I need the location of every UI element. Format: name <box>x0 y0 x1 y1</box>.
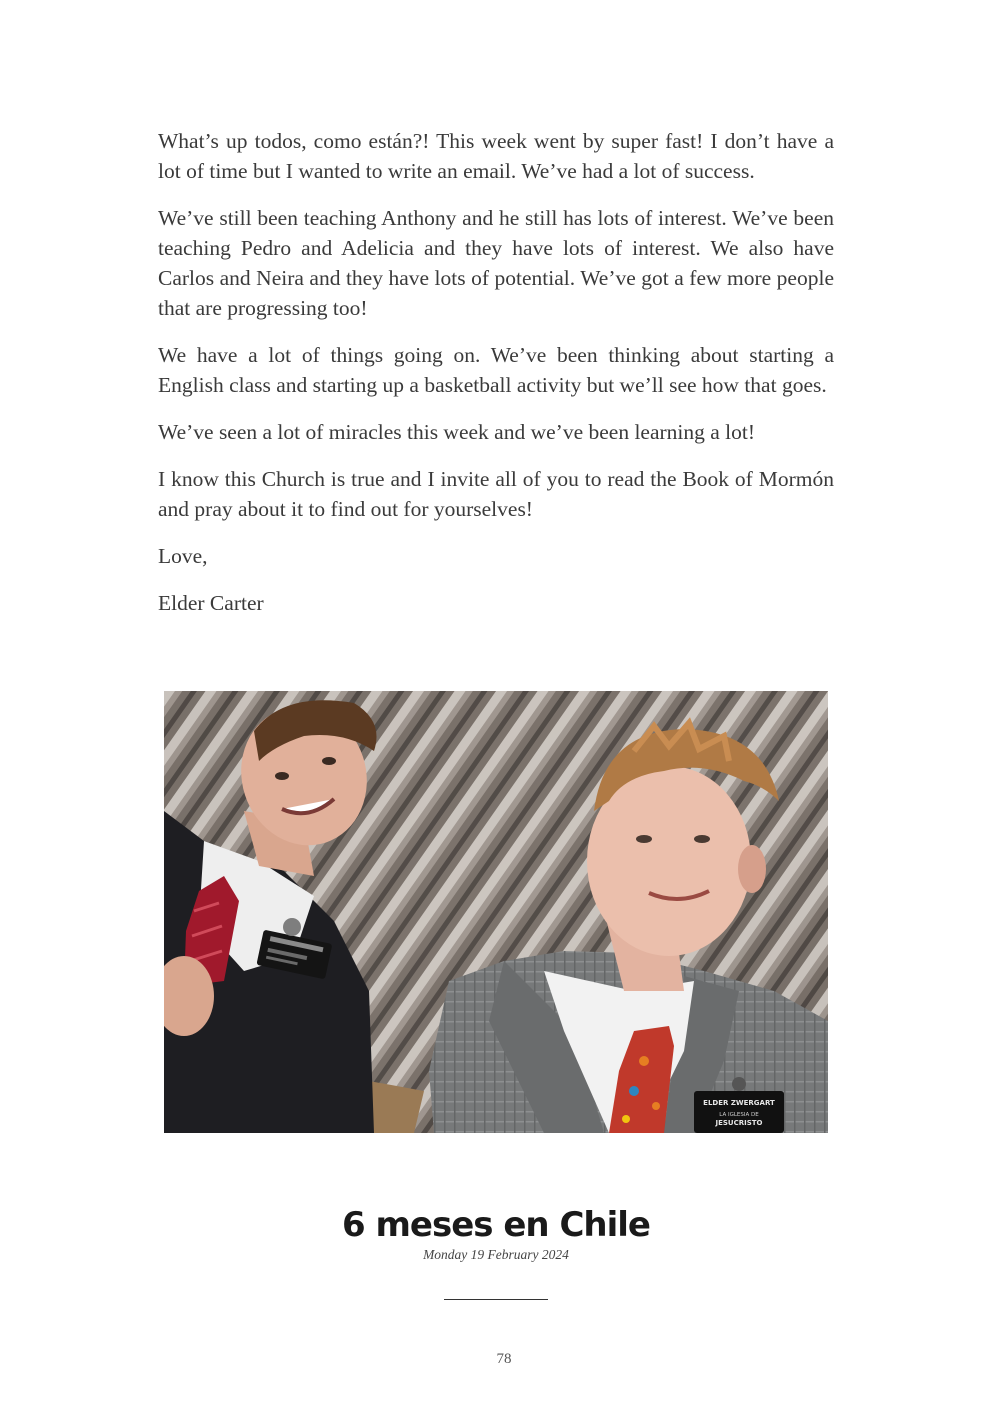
letter-closing: Love, <box>158 544 208 568</box>
letter-paragraph: I know this Church is true and I invite all of you to read the Book of Mormón and pray about it to find out for yourselves! <box>158 467 834 521</box>
letter-body <box>158 126 834 635</box>
photo-illustration <box>164 691 828 1133</box>
letter-paragraph: We’ve still been teaching Anthony and he still has lots of interest. We’ve been teaching Pedro and Adelicia and they have lots of interest. We also have Carlos and Neira and they have lots of potential. We’ve got a few more people that are progressing too! <box>158 206 834 320</box>
next-entry-title: 6 meses en Chile <box>342 1205 650 1245</box>
badge-church-text-1: LA IGLESIA DE <box>719 1112 759 1118</box>
badge-name-text: ELDER ZWERGART <box>703 1099 775 1107</box>
letter-paragraph: We have a lot of things going on. We’ve been thinking about starting a English class and starting up a basketball activity but we’ll see how that goes. <box>158 343 834 397</box>
letter-signature: Elder Carter <box>158 591 264 615</box>
page-number: 78 <box>496 1351 512 1367</box>
letter-paragraph: What’s up todos, como están?! This week went by super fast! I don’t have a lot of time but I wanted to write an email. We’ve had a lot of success. <box>158 129 834 183</box>
next-entry-date: Monday 19 February 2024 <box>423 1247 569 1262</box>
missionary-selfie-photo <box>164 691 828 1133</box>
section-divider <box>444 1299 548 1300</box>
letter-paragraph: We’ve seen a lot of miracles this week and we’ve been learning a lot! <box>158 420 756 444</box>
badge-church-text-2: JESUCRISTO <box>715 1119 763 1127</box>
